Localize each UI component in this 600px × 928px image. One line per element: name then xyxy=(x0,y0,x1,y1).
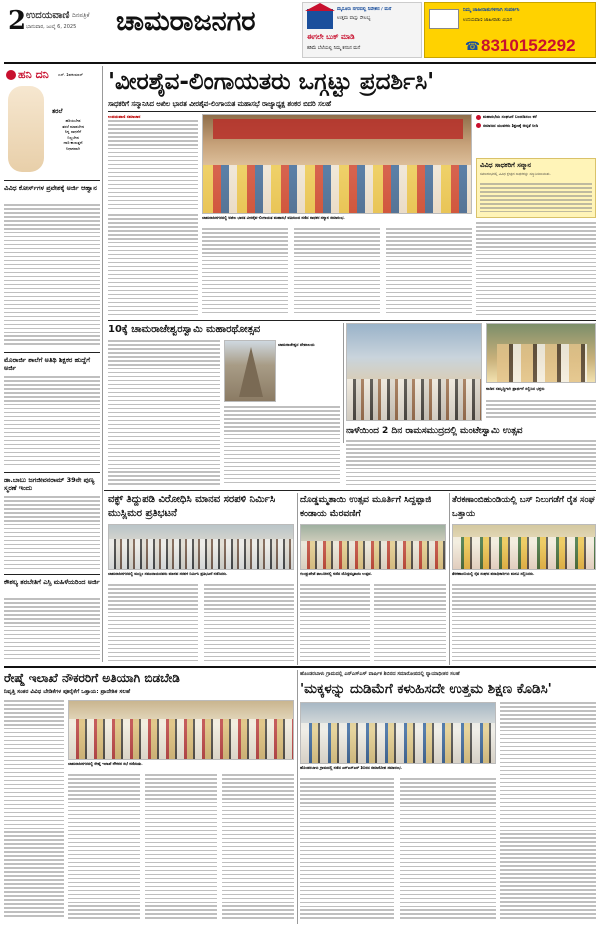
left-story-headline[interactable]: ಕೌಶಲ್ಯ ತರಬೇತಿಗೆ ಎಸ್ಸಿ ಮಹಿಳೆಯರಿಂದ ಅರ್ಜಿ xyxy=(4,578,100,586)
bullet-text: ಸಮಾಜದ ಯುವಕರು ಶಿಕ್ಷಣಕ್ಕೆ ಆದ್ಯತೆ ನೀಡಿ xyxy=(483,122,538,128)
stage-group xyxy=(301,723,496,764)
page-number: 2 xyxy=(8,6,27,36)
middle-photo[interactable] xyxy=(108,524,294,570)
phone-icon: ☎ xyxy=(465,39,480,53)
story-body xyxy=(300,778,394,922)
ad2-line2: ಉದಯವಾಣಿ ಜಾಹೀರಾತು ವಿಭಾಗ xyxy=(463,18,513,23)
story-body xyxy=(145,774,217,922)
main-bullets xyxy=(476,114,596,154)
column-divider xyxy=(297,670,298,924)
story-body xyxy=(202,228,288,318)
masthead-ad-2[interactable] xyxy=(424,2,596,58)
story-body xyxy=(400,778,496,922)
divider xyxy=(4,472,100,473)
story-body xyxy=(476,222,596,318)
bottom-right-headline[interactable]: 'ಮಕ್ಕಳನ್ನು ದುಡಿಮೆಗೆ ಕಳುಹಿಸದೇ ಉತ್ತಮ ಶಿಕ್ಷಣ ಕೊಡಿಸಿ' xyxy=(300,681,552,697)
story-body xyxy=(4,496,100,572)
story-body xyxy=(4,204,100,350)
temple-caption: ಚಾಮರಾಜೇಶ್ವರ ದೇವಾಲಯ xyxy=(278,342,315,347)
poem-line: ಹರಿಯಬೇಡ xyxy=(65,118,81,123)
right-photo[interactable] xyxy=(486,323,596,383)
story-body xyxy=(500,702,596,922)
bullet-icon xyxy=(476,115,481,120)
main-photo[interactable] xyxy=(202,114,472,214)
right-photo-caption: ನಾಡಿನ ಸಮೃದ್ಧಿಗಾಗಿ ಪ್ರಾರ್ಥನೆ ಸಲ್ಲಿಸಿದ ಭಕ್ತರು xyxy=(486,386,545,391)
story-body xyxy=(108,340,220,488)
sidebar-body: ಸಮಾರಂಭದಲ್ಲಿ ವಿವಿಧ ಕ್ಷೇತ್ರದ ಸಾಧಕರನ್ನು ಸನ್ಮಾನಿಸಲಾಯಿತು. xyxy=(480,172,551,176)
honey-column xyxy=(4,66,100,178)
poem-line: ನಿನ್ನ ಸಾಧನೆಗೆ xyxy=(64,129,82,134)
ad-house-roof-icon xyxy=(305,3,335,11)
story-body xyxy=(374,584,446,664)
ad2-line1: ನಿಮ್ಮ ಜಾಹೀರಾತುಗಳಿಗಾಗಿ ಸಂಪರ್ಕಿಸಿ xyxy=(463,8,520,13)
story-body xyxy=(300,584,370,664)
people-group xyxy=(453,537,596,570)
temple-photo[interactable] xyxy=(224,340,276,402)
story-body xyxy=(108,120,198,212)
story-body xyxy=(224,406,340,488)
masthead-ad-1[interactable] xyxy=(302,2,422,58)
divider xyxy=(4,352,100,353)
divider xyxy=(4,180,100,181)
bottom-left-subhead: ನಿವೃತ್ತಿ ಸಂತರ ವಿವಿಧ ಬೇಡಿಕೆಗಳ ಪೂರೈಕೆಗೆ ಒತ್ತಾಯ: ಪ್ರಾದೇಶಿಕ ಸಲಹೆ xyxy=(4,689,131,695)
story-body xyxy=(108,584,198,664)
divider xyxy=(108,320,596,321)
middle-caption: ತೆರಕಣಾಂಬಿಯಲ್ಲಿ ರೈತ ಸಂಘದ ಪದಾಧಿಕಾರಿಗಳು ಮನವಿ ಸಲ್ಲಿಸಿದರು. xyxy=(452,572,535,576)
story-body xyxy=(386,228,472,318)
procession-headline[interactable]: ನಾಳೆಯಿಂದ 2 ದಿನ ರಾಮಸಮುದ್ರದಲ್ಲಿ ಮಂಟೇಸ್ವಾಮಿ ಉತ್ಸವ xyxy=(346,426,523,436)
edition-tag: ದಿನಪತ್ರಿಕೆ xyxy=(72,12,90,19)
middle-headline[interactable]: ದೊಡ್ಡಮ್ಮತಾಯಿ ಉತ್ಸವ ಮೂರ್ತಿಗೆ ಸಿದ್ದಪ್ಪಾಜಿ ಕಂಡಾಯ ಮೆರವಣಿಗೆ xyxy=(300,495,432,519)
bullet-item xyxy=(476,123,596,129)
left-story-headline[interactable]: ಮೊರಾರ್ಜಿ ಶಾಲೆಗೆ ಅತಿಥಿ ಶಿಕ್ಷಕರ ಹುದ್ದೆಗೆ ಅರ್ಜಿ xyxy=(4,356,90,372)
story-body xyxy=(68,774,140,922)
procession-crowd xyxy=(301,541,446,570)
column-divider xyxy=(449,493,450,665)
main-byline: ಉದಯವಾಣಿ ಸಮಾಚಾರ xyxy=(108,114,141,119)
main-headline[interactable]: 'ವೀರಶೈವ-ಲಿಂಗಾಯತರು ಒಗ್ಗಟ್ಟು ಪ್ರದರ್ಶಿಸಿ' xyxy=(108,69,435,95)
masthead-date: ಭಾನುವಾರ, ಜುಲೈ 6, 2025 xyxy=(26,24,77,30)
divider xyxy=(4,666,596,668)
story-body xyxy=(222,774,294,922)
temple-tower xyxy=(239,347,263,397)
sidebar-title: ವಿವಿಧ ಸಾಧಕರಿಗೆ ಸನ್ಮಾನ xyxy=(480,161,532,169)
middle-headline[interactable]: ವಕ್ಫ್ ತಿದ್ದುಪಡಿ ವಿರೋಧಿಸಿ ಮಾನವ ಸರಪಳಿ ನಿರ್ಮಿಸಿ ಮುಸ್ಲಿಮರ ಪ್ರತಿಭಟನೆ xyxy=(108,494,276,519)
paper-name: ಉದಯವಾಣಿ xyxy=(26,10,70,21)
poem-line: ತರಲೆ ಮಾಡಬೇಡ xyxy=(62,123,84,129)
divider xyxy=(4,574,100,575)
honey-illustration xyxy=(8,86,44,172)
people-line xyxy=(347,379,482,421)
honey-logo-icon xyxy=(6,70,16,80)
story-body xyxy=(4,598,100,662)
story-body xyxy=(480,183,592,215)
crowd xyxy=(203,165,472,214)
poem-line: ದಾರಿ ಕಾಣುತ್ತದೆ xyxy=(63,140,83,145)
bottom-left-headline[interactable]: ರೇಷ್ಮೆ ಇಲಾಖೆ ನೌಕರರಿಗೆ ಅತಿಯಾಗಿ ಬಿಡಬೇಡಿ xyxy=(4,671,180,685)
story-body xyxy=(486,400,596,422)
main-photo-caption: ಚಾಮರಾಜನಗರದಲ್ಲಿ ಅಖಿಲ ಭಾರತ ವೀರಶೈವ-ಲಿಂಗಾಯತ ಮಹಾಸಭೆ ವತಿಯಿಂದ ನಡೆದ ಸಾಧಕರ ಸನ್ಮಾನ ಸಮಾರಂಭ. xyxy=(202,216,345,220)
ad1-line4: ಕಡಿಮೆ ಬೆಲೆಯಲ್ಲಿ ನಿಮ್ಮ ಕನಸಿನ ಮನೆ xyxy=(307,46,361,51)
story-body xyxy=(108,214,198,318)
district-title: ಚಾಮರಾಜನಗರ xyxy=(116,6,256,37)
ad1-line1: ಮೈಸೂರು ನಗರದಲ್ಲಿ ನಿವೇಶನ / ಮನೆ xyxy=(337,7,392,12)
middle-caption: ಚಾಮರಾಜನಗರದಲ್ಲಿ ಮುಸ್ಲಿಂ ಸಮುದಾಯದವರು ಮಾನವ ಸರಪಳಿ ನಿರ್ಮಿಸಿ ಪ್ರತಿಭಟನೆ ನಡೆಸಿದರು. xyxy=(108,572,228,576)
bottom-left-caption: ಚಾಮರಾಜನಗರದಲ್ಲಿ ರೇಷ್ಮೆ ಇಲಾಖೆ ನೌಕರರ ಸಭೆ ನಡೆಯಿತು. xyxy=(68,762,143,766)
sidebar-box xyxy=(476,158,596,218)
divider xyxy=(108,111,596,112)
column-divider xyxy=(343,323,344,443)
story-body xyxy=(4,700,64,922)
bottom-right-caption: ಹೊಂಡರಬಾಳು ಗ್ರಾಮದಲ್ಲಿ ನಡೆದ ಎನ್‌ಎಸ್‌ಎಸ್ ಶಿಬಿರದ ಸಮಾರೋಪ ಸಮಾರಂಭ. xyxy=(300,766,403,770)
story-body xyxy=(452,584,596,664)
bottom-right-photo[interactable] xyxy=(300,702,496,764)
procession-photo[interactable] xyxy=(346,323,482,421)
bullet-item xyxy=(476,114,596,120)
main-subhead: ಸಾಧಕರಿಗೆ ಸನ್ಮಾನಿಸಿದ ಅಖಿಲ ಭಾರತ ವೀರಶೈವ-ಲಿಂಗಾಯತ ಮಹಾಸಭೆ ರಾಜ್ಯಾಧ್ಯಕ್ಷ ಶಂಕರ ಬಿದರಿ ಸಲಹೆ xyxy=(108,100,331,108)
people-line xyxy=(109,539,294,570)
middle-headline[interactable]: ತೆರಕಣಾಂಬಿಹುಂಡಿಯಲ್ಲಿ ಬಸ್ ನಿಲುಗಡೆಗೆ ರೈತ ಸಂಘ ಒತ್ತಾಯ xyxy=(452,495,595,519)
story-body xyxy=(294,228,380,318)
middle-photo[interactable] xyxy=(452,524,596,570)
middle-photo[interactable] xyxy=(300,524,446,570)
ad1-line2: ಉತ್ತಮ ವಾಸ್ತು ಸೌಲಭ್ಯ xyxy=(337,16,371,21)
bullet-icon xyxy=(476,123,481,128)
ad2-phone[interactable]: 8310152292 xyxy=(481,36,576,55)
poem-line: ನಿಲ್ಲಬೇಡ xyxy=(67,134,79,140)
bottom-right-kicker: ಹೊಂಡರಬಾಳು ಗ್ರಾಮದಲ್ಲಿ ಎನ್‌ಎಸ್‌ಎಸ್ ವಾರ್ಷಿಕ ಶಿಬಿರದ ಸಮಾರೋಪದಲ್ಲಿ ನ್ಯಾಯಾಧೀಶರ ಸಲಹೆ xyxy=(300,671,460,677)
people-group xyxy=(497,344,587,383)
honey-author: ಎಸ್. ಶಿವಕುಮಾರ್ xyxy=(58,72,83,77)
poem-title: ತರಲೆ xyxy=(52,108,63,115)
temple-headline[interactable]: 10ಕ್ಕೆ ಚಾಮರಾಜೇಶ್ವರಸ್ವಾಮಿ ಮಹಾರಥೋತ್ಸವ xyxy=(108,324,261,335)
masthead-rule xyxy=(4,62,596,64)
bottom-left-photo[interactable] xyxy=(68,700,294,760)
honey-logo: ಹನಿ ದನಿ xyxy=(18,68,49,81)
left-story-headline[interactable]: ಡಾ.ಬಾಬು ಜಗಜೀವನರಾಮ್ 39ನೇ ಪುಣ್ಯ ಸ್ಮರಣೆ ಇಂದು xyxy=(4,476,95,492)
bullet-text: ಮಹಾಸಭೆಯ ಸಂಘಟನೆ ಬಲಪಡಿಸಲು ಕರೆ xyxy=(483,114,537,119)
column-divider xyxy=(297,493,298,665)
masthead xyxy=(4,2,596,66)
people-group xyxy=(69,719,294,760)
story-body xyxy=(204,584,294,664)
poem-body xyxy=(48,118,98,151)
banner xyxy=(213,119,463,139)
ad-newspaper-icon xyxy=(429,9,459,29)
column-divider xyxy=(102,66,103,662)
left-story-headline[interactable]: ವಿವಿಧ ಕೋರ್ಸ್‌ಗಳ ಪ್ರವೇಶಕ್ಕೆ ಅರ್ಜಿ ಆಹ್ವಾನ xyxy=(4,184,97,192)
story-body xyxy=(346,440,596,488)
divider xyxy=(104,490,596,491)
ad1-line3: ಈಗಲೇ ಬುಕ್ ಮಾಡಿ xyxy=(307,33,355,41)
middle-caption: ಗುಂಡ್ಲುಪೇಟೆ ತಾಲೂಕಿನಲ್ಲಿ ನಡೆದ ದೊಡ್ಡಮ್ಮತಾಯಿ ಉತ್ಸವ. xyxy=(300,572,372,576)
ad-house-icon xyxy=(307,9,333,29)
story-body xyxy=(4,376,100,470)
poem-line: ನಿಧಾನವಾಗಿ xyxy=(66,145,80,151)
